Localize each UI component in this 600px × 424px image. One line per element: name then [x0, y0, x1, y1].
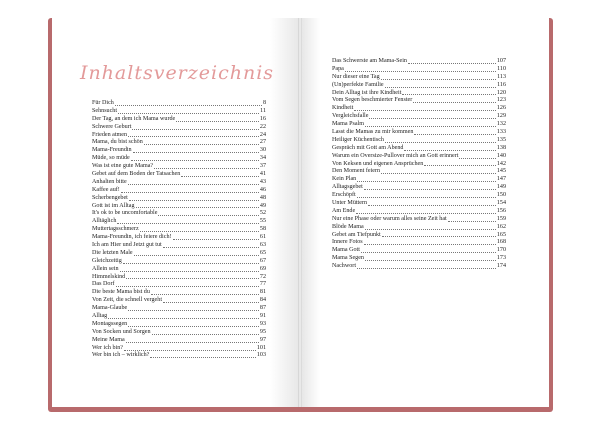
toc-leader-dots [140, 231, 259, 232]
toc-leader-dots [131, 160, 259, 161]
toc-entry-title: Scherbengebet [92, 194, 128, 201]
toc-leader-dots [108, 318, 259, 319]
toc-entry-title: Schwere Geburt [92, 123, 132, 130]
toc-leader-dots [181, 176, 259, 177]
toc-entry [332, 192, 506, 200]
book-spine [298, 18, 302, 407]
toc-leader-dots [414, 134, 495, 135]
toc-entry [92, 289, 266, 297]
toc-entry-title: Mama-Freundin, ich feiere dich! [92, 234, 172, 241]
toc-leader-dots [158, 215, 259, 216]
toc-entry [92, 179, 266, 187]
toc-entry-title: Gebet auf dem Boden der Tatsachen [92, 171, 181, 177]
toc-entry [332, 145, 506, 153]
toc-leader-dots [448, 221, 496, 222]
toc-entry-title: Der Tag, an dem ich Mama wurde [92, 115, 176, 122]
toc-leader-dots [413, 102, 496, 103]
toc-entry-page: 63 [259, 242, 266, 249]
toc-entry-page: 142 [496, 160, 506, 167]
toc-entry [92, 305, 266, 313]
toc-entry [92, 329, 266, 337]
toc-entry [92, 171, 266, 179]
toc-entry [332, 263, 506, 271]
toc-leader-dots [128, 184, 259, 185]
toc-entry-page: 11 [260, 107, 266, 114]
toc-leader-dots [385, 87, 496, 88]
toc-leader-dots [357, 268, 496, 269]
toc-entry-page: 132 [496, 121, 506, 128]
toc-entry-title: Meine Mama [92, 336, 125, 343]
toc-entry-title: Innere Fotos [332, 239, 363, 246]
toc-entry [332, 255, 506, 263]
toc-entry-page: 77 [259, 281, 266, 288]
toc-entry-title: Nachwort [332, 263, 357, 270]
toc-entry [332, 82, 506, 90]
toc-leader-dots [368, 205, 496, 206]
toc-leader-dots [176, 121, 259, 122]
toc-entry-title: Mama Gott [332, 247, 360, 254]
toc-leader-dots [123, 263, 259, 264]
toc-entry [332, 97, 506, 105]
toc-leader-dots [134, 255, 259, 256]
toc-entry-page: 116 [497, 81, 506, 88]
toc-entry-title: Anhalten bitte [92, 178, 127, 185]
toc-entry-title: Von Keksen und eigenen Ansprüchen [332, 160, 424, 167]
toc-leader-dots [136, 207, 259, 208]
toc-entry [92, 195, 266, 203]
toc-entry [92, 218, 266, 226]
toc-leader-dots [354, 110, 496, 111]
toc-entry [332, 216, 506, 224]
toc-entry-title: (Un)perfekte Familie [332, 81, 384, 88]
toc-entry-page: 138 [496, 144, 506, 151]
toc-entry-page: 120 [496, 89, 506, 96]
toc-leader-dots [365, 260, 496, 261]
toc-entry-page: 84 [259, 297, 266, 304]
toc-entry-page: 150 [496, 192, 506, 199]
toc-leader-dots [365, 126, 496, 127]
toc-leader-dots [357, 197, 496, 198]
toc-entry-page: 34 [259, 155, 266, 162]
toc-entry-title: Gespräch mit Gott am Abend [332, 144, 404, 151]
toc-entry [332, 247, 506, 255]
toc-entry-title: Lasst die Mamas zu mir kommen [332, 129, 414, 135]
toc-entry-page: 81 [259, 289, 266, 296]
toc-entry [332, 239, 506, 247]
toc-entry-page: 52 [259, 210, 266, 217]
toc-entry-title: Am Ende [332, 207, 356, 214]
toc-entry-page: 49 [259, 202, 266, 209]
toc-leader-dots [408, 63, 496, 64]
toc-entry [332, 137, 506, 145]
toc-entry-page: 174 [496, 263, 506, 270]
toc-entry-page: 91 [259, 313, 266, 320]
toc-entry-title: Für Dich [92, 99, 114, 106]
toc-leader-dots [120, 271, 259, 272]
toc-leader-dots [129, 200, 259, 201]
toc-entry-page: 126 [496, 105, 506, 112]
toc-right-column [332, 58, 506, 271]
toc-leader-dots [128, 136, 259, 137]
toc-entry [92, 258, 266, 266]
toc-entry-title: Müde, so müde [92, 155, 130, 162]
toc-leader-dots [115, 105, 262, 106]
toc-entry [332, 66, 506, 74]
toc-entry-title: Sehnsucht [92, 107, 118, 114]
toc-entry-page: 87 [259, 305, 266, 312]
toc-entry-title: Allein sein [92, 265, 119, 272]
toc-entry-title: Nur eine Phase oder warum alles seine Zeit hat [332, 215, 447, 222]
toc-entry [92, 139, 266, 147]
toc-entry-page: 67 [259, 257, 266, 264]
toc-entry-title: Was ist eine gute Mama? [92, 163, 154, 170]
toc-leader-dots [118, 113, 259, 114]
toc-entry [92, 116, 266, 124]
toc-entry-page: 113 [497, 73, 506, 80]
toc-entry-page: 165 [496, 231, 506, 238]
toc-entry-title: Alltäglich [92, 218, 117, 225]
toc-entry [92, 124, 266, 132]
toc-entry [92, 242, 266, 250]
toc-leader-dots [128, 310, 259, 311]
toc-entry-page: 170 [496, 247, 506, 254]
toc-entry-page: 101 [256, 344, 266, 351]
toc-entry-page: 123 [496, 97, 506, 104]
toc-entry-title: Himmelskind [92, 273, 126, 280]
toc-leader-dots [369, 118, 495, 119]
toc-leader-dots [144, 144, 259, 145]
toc-entry [92, 274, 266, 282]
toc-leader-dots [154, 168, 259, 169]
toc-entry-page: 55 [259, 218, 266, 225]
toc-entry-page: 27 [259, 139, 266, 146]
toc-entry-page: 140 [496, 152, 506, 159]
toc-entry [332, 74, 506, 82]
toc-leader-dots [128, 326, 259, 327]
toc-leader-dots [126, 278, 259, 279]
toc-leader-dots [163, 302, 259, 303]
toc-entry [92, 132, 266, 140]
toc-entry-page: 110 [497, 65, 506, 72]
toc-entry [92, 266, 266, 274]
toc-entry-page: 97 [259, 336, 266, 343]
toc-entry-title: Mama Psalm [332, 121, 364, 128]
toc-entry [92, 313, 266, 321]
toc-entry-title: Alltagsgebet [332, 184, 363, 191]
toc-entry-title: Kein Plan [332, 176, 357, 183]
toc-entry-title: Erschöpft [332, 192, 356, 199]
toc-entry-page: 72 [259, 273, 266, 280]
toc-entry-title: Gebet am Tiefpunkt [332, 231, 381, 238]
toc-entry-title: Vergleichsfalle [332, 113, 369, 120]
toc-leader-dots [356, 213, 496, 214]
toc-entry-page: 159 [496, 215, 506, 222]
toc-leader-dots [163, 247, 259, 248]
toc-entry-title: Wer ich bin? [92, 344, 123, 351]
toc-leader-dots [361, 252, 496, 253]
toc-entry [92, 210, 266, 218]
toc-entry-title: Warum ein Oversize-Pullover mich an Gott erinnert [332, 152, 459, 159]
toc-entry-page: 48 [259, 194, 266, 201]
toc-entry [332, 208, 506, 216]
toc-leader-dots [133, 152, 259, 153]
toc-leader-dots [124, 350, 256, 351]
toc-entry-title: Mama-Freundin [92, 147, 132, 154]
toc-entry [332, 232, 506, 240]
toc-leader-dots [152, 334, 259, 335]
toc-entry-page: 156 [496, 207, 506, 214]
toc-entry-title: Das Dorf [92, 281, 115, 288]
toc-entry [92, 345, 266, 353]
toc-entry-title: Gleichzeitig [92, 257, 122, 264]
toc-entry-page: 168 [496, 239, 506, 246]
toc-leader-dots [116, 286, 259, 287]
toc-entry-page: 30 [259, 147, 266, 154]
toc-leader-dots [424, 165, 496, 166]
toc-entry-title: Vom Segen beschmierter Fenster [332, 97, 413, 104]
toc-entry-title: Muttertagsschmerz [92, 226, 139, 233]
toc-entry [332, 113, 506, 121]
toc-leader-dots [150, 357, 255, 358]
toc-entry-title: Die letzten Male [92, 249, 133, 256]
toc-entry-page: 24 [259, 131, 266, 138]
toc-entry-title: Mama-Glaube [92, 305, 128, 312]
toc-leader-dots [173, 239, 259, 240]
toc-entry [332, 58, 506, 66]
toc-entry-page: 173 [496, 255, 506, 262]
toc-entry-title: Papa [332, 65, 344, 72]
toc-leader-dots [345, 71, 496, 72]
toc-entry-page: 154 [496, 200, 506, 207]
toc-entry [332, 90, 506, 98]
toc-entry [92, 108, 266, 116]
toc-entry [92, 187, 266, 195]
toc-entry-title: Ich am Hier und Jetzt gut tut [92, 242, 162, 249]
toc-entry-title: Mama, du bist schön [92, 139, 143, 146]
toc-entry-page: 95 [259, 328, 266, 335]
toc-entry [92, 100, 266, 108]
toc-entry-title: Unter Müttern [332, 200, 368, 207]
toc-leader-dots [364, 244, 496, 245]
toc-entry-page: 37 [259, 163, 266, 170]
toc-entry [332, 129, 506, 137]
toc-leader-dots [364, 189, 496, 190]
toc-entry [92, 147, 266, 155]
toc-entry [332, 200, 506, 208]
toc-entry-page: 133 [496, 129, 506, 135]
toc-leader-dots [404, 150, 495, 151]
toc-entry-title: Mama Segen [332, 255, 364, 262]
toc-entry-title: Das Schwerste am Mama-Sein [332, 57, 407, 64]
toc-entry-page: 61 [259, 234, 266, 241]
toc-entry-page: 41 [259, 171, 266, 177]
toc-entry [332, 224, 506, 232]
toc-left-column [92, 100, 266, 360]
toc-entry-page: 69 [259, 265, 266, 272]
toc-entry-page: 149 [496, 184, 506, 191]
toc-entry [332, 184, 506, 192]
toc-entry-title: Den Moment feiern [332, 168, 381, 175]
toc-entry-title: Frieden atmen [92, 131, 128, 138]
toc-leader-dots [117, 223, 259, 224]
toc-entry-page: 22 [259, 123, 266, 130]
toc-entry-title: Kaffee auf! [92, 186, 120, 193]
toc-leader-dots [382, 236, 496, 237]
toc-leader-dots [385, 142, 496, 143]
toc-leader-dots [132, 129, 258, 130]
page-title: Inhaltsverzeichnis [79, 62, 275, 84]
toc-entry-page: 107 [496, 57, 506, 64]
toc-entry-page: 129 [496, 113, 506, 120]
toc-entry-page: 103 [256, 352, 266, 359]
toc-leader-dots [121, 192, 259, 193]
toc-entry-title: Kindheit [332, 105, 354, 112]
toc-entry [92, 281, 266, 289]
toc-entry-title: Von Socken und Sorgen [92, 328, 151, 335]
toc-entry-title: Dein Alltag ist ihre Kindheit [332, 89, 402, 96]
toc-entry-title: Blöde Mama [332, 223, 364, 230]
toc-entry-page: 145 [496, 168, 506, 175]
toc-leader-dots [381, 79, 496, 80]
toc-entry-title: Montagssegen [92, 320, 128, 327]
toc-leader-dots [459, 158, 495, 159]
toc-entry-page: 16 [259, 115, 266, 122]
toc-entry-page: 46 [259, 186, 266, 193]
toc-entry [92, 297, 266, 305]
toc-entry-title: Von Zeit, die schnell vergeht [92, 297, 163, 304]
toc-entry-page: 93 [259, 320, 266, 327]
toc-leader-dots [365, 229, 496, 230]
toc-entry-title: Gott ist im Alltag [92, 202, 135, 209]
toc-leader-dots [381, 173, 496, 174]
toc-entry-title: Heiliger Küchentisch [332, 136, 384, 143]
toc-entry [92, 226, 266, 234]
toc-entry-title: Nur dieser eine Tag [332, 73, 380, 80]
toc-entry-title: Die beste Mama bist du [92, 289, 150, 296]
toc-leader-dots [126, 342, 259, 343]
toc-entry [92, 163, 266, 171]
toc-entry [92, 234, 266, 242]
toc-entry [92, 337, 266, 345]
toc-entry [332, 168, 506, 176]
toc-entry-page: 65 [259, 249, 266, 256]
toc-entry-page: 162 [496, 223, 506, 230]
toc-entry-title: Alltag [92, 313, 108, 320]
toc-entry [92, 321, 266, 329]
toc-entry [332, 176, 506, 184]
toc-entry-title: Wer bin ich – wirklich? [92, 352, 150, 359]
toc-leader-dots [151, 294, 259, 295]
toc-entry [332, 153, 506, 161]
toc-entry [332, 121, 506, 129]
toc-entry [92, 155, 266, 163]
toc-entry-page: 43 [259, 178, 266, 185]
toc-entry-page: 58 [259, 226, 266, 233]
toc-entry-page: 147 [496, 176, 506, 183]
toc-leader-dots [402, 94, 495, 95]
toc-entry-page: 135 [496, 136, 506, 143]
toc-entry [92, 353, 266, 361]
toc-leader-dots [357, 181, 496, 182]
toc-entry-title: It's ok to be uncomfortable [92, 210, 158, 217]
toc-entry [92, 250, 266, 258]
toc-entry-page: 8 [262, 99, 266, 106]
